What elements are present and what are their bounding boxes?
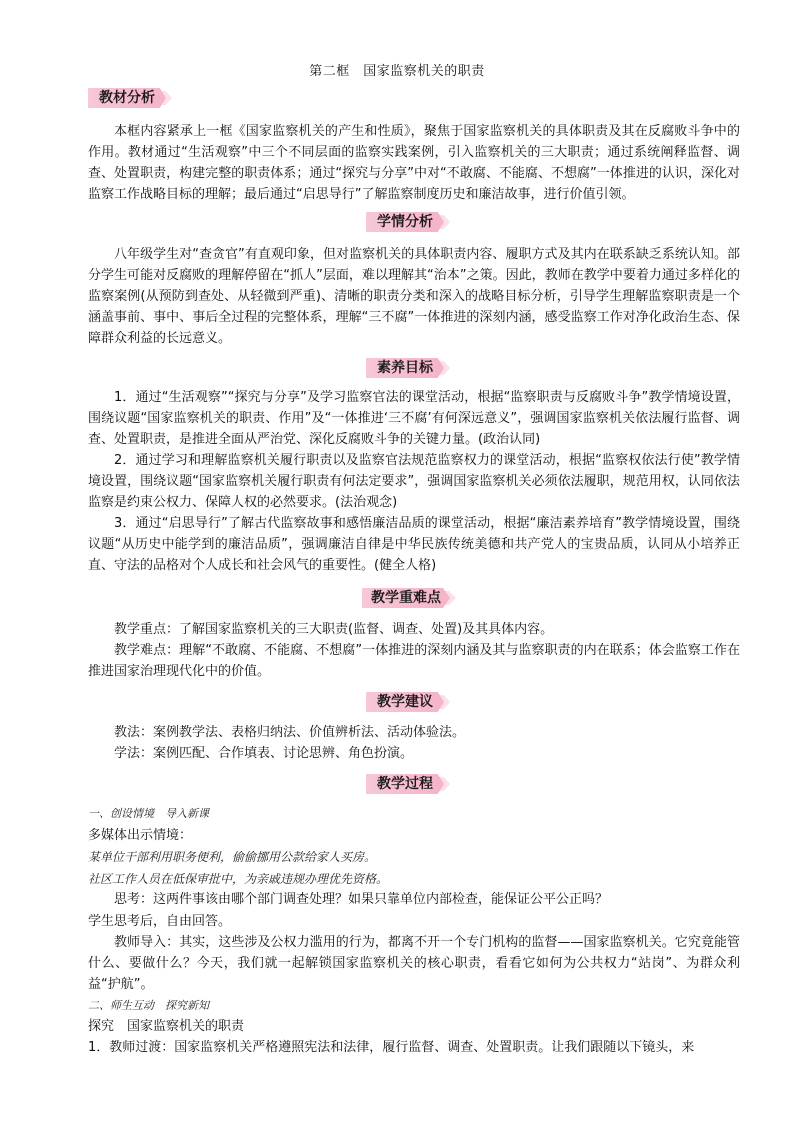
section-heading-goals <box>366 358 450 378</box>
think-question: 思考：这两件事该由哪个部门调查处理？如果只靠单位内部检查，能保证公平公正吗？ <box>114 892 609 907</box>
focus-text: 教学重点：了解国家监察机关的三大职责(监督、调查、处置)及其具体内容。 <box>114 622 554 637</box>
case-2: 社区工作人员在低保审批中，为亲戚违规办理优先资格。 <box>88 872 389 886</box>
case-1: 某单位干部利用职务便利，偷偷挪用公款给家人买房。 <box>88 850 377 864</box>
student-paragraph <box>88 244 740 349</box>
section-label: 教学过程 <box>377 776 433 792</box>
page-title: 第二框 国家监察机关的职责 <box>309 64 485 79</box>
student-text: 八年级学生对“查贪官”有直观印象，但对监察机关的具体职责内容、履职方式及其内在联系缺乏系统认知。部分学生可能对反腐败的理解停留在“抓人”层面，难以理解其“治本”之策。因此，教师在教学中要着力通过多样化的监察案例(从预防到查处、从轻微到严重)、清晰的职责分类和深入的战略目标分析，引导学生理解监察职责是一个涵盖事前、事中、事后全过程的完整体系，理解“三不腐”一体推进的深刻内涵，感受监察工作对净化政治生态、保障群众利益的长远意义。 <box>88 247 740 346</box>
goal-item-3: 3．通过“启思导行”了解古代监察故事和感悟廉洁品质的课堂活动，根据“廉洁素养培育”教学情境设置，围绕议题“从历史中能学到的廉洁品质”，强调廉洁自律是中华民族传统美德和共产党人的宝贵品质，认同从小培养正直、守法的品格对个人成长和社会风气的重要性。(健全人格) <box>88 516 740 573</box>
intro-text: 教师导入：其实，这些涉及公权力滥用的行为，都离不开一个专门机构的监督——国家监察机关。它究竟能管什么、要做什么？今天，我们就一起解锁国家监察机关的核心职责，看看它如何为公共权力“站岗”、为群众利益“护航”。 <box>88 935 740 992</box>
step1-heading: 一、创设情境 导入新课 <box>88 807 209 820</box>
transition-item: 1．教师过渡：国家监察机关严格遵照宪法和法律，履行监督、调查、处置职责。让我们跟随以下镜头，来 <box>88 1040 695 1055</box>
explore-title: 探究 国家监察机关的职责 <box>88 1019 245 1034</box>
section-label: 教学重难点 <box>371 590 441 606</box>
section-heading-students <box>366 212 450 232</box>
goals-list <box>88 387 740 576</box>
multimedia-line: 多媒体出示情境： <box>88 828 193 843</box>
section-label: 教学建议 <box>377 694 433 710</box>
goal-item-2: 2．通过学习和理解监察机关履行职责以及监察官法规范监察权力的课堂活动，根据“监察权依法行使”教学情境设置，围绕议题“国家监察机关履行职责有何法定要求”，强调国家监察机关必须依法履职，规范用权，认同依法监察是约束公权力、保障人权的必然要求。(法治观念) <box>88 453 740 510</box>
student-answer: 学生思考后，自由回答。 <box>88 914 232 929</box>
section-heading-keypoints <box>362 588 452 608</box>
step2-heading: 二、师生互动 探究新知 <box>88 999 209 1012</box>
section-label: 素养目标 <box>377 360 433 376</box>
section-label: 学情分析 <box>377 214 433 230</box>
teacher-intro <box>88 932 740 995</box>
analysis-text: 本框内容紧承上一框《国家监察机关的产生和性质》，聚焦于国家监察机关的具体职责及其在反腐败斗争中的作用。教材通过“生活观察”中三个不同层面的监察实践案例，引入监察机关的三大职责；通过系统阐释监督、调查、处置职责，构建完整的职责体系；通过“探究与分享”中对“不敢腐、不能腐、不想腐”一体推进的认识，深化对监察工作战略目标的理解；最后通过“启思导行”了解监察制度历史和廉洁故事，进行价值引领。 <box>88 124 740 202</box>
goal-item-1: 1．通过“生活观察”“探究与分享”及学习监察官法的课堂活动，根据“监察职责与反腐败斗争”教学情境设置，围绕议题“国家监察机关的职责、作用”及“一体推进‘三不腐’有何深远意义”，强调国家监察机关依法履行监督、调查、处置职责，是推进全面从严治党、深化反腐败斗争的关键力量。(政治认同) <box>88 390 740 447</box>
teaching-methods: 教法：案例教学法、表格归纳法、价值辨析法、活动体验法。 <box>114 725 466 740</box>
section-heading-process <box>366 774 450 794</box>
section-label: 教材分析 <box>99 90 155 106</box>
learning-methods: 学法：案例匹配、合作填表、讨论思辨、角色扮演。 <box>114 746 414 761</box>
section-heading-suggestions <box>366 692 450 712</box>
keypoints-block <box>88 619 740 682</box>
section-heading-analysis <box>88 88 172 108</box>
difficulty-text: 教学难点：理解“不敢腐、不能腐、不想腐”一体推进的深刻内涵及其与监察职责的内在联系；体会监察工作在推进国家治理现代化中的价值。 <box>88 643 740 679</box>
suggestions-block <box>88 722 740 764</box>
analysis-paragraph <box>88 121 740 205</box>
